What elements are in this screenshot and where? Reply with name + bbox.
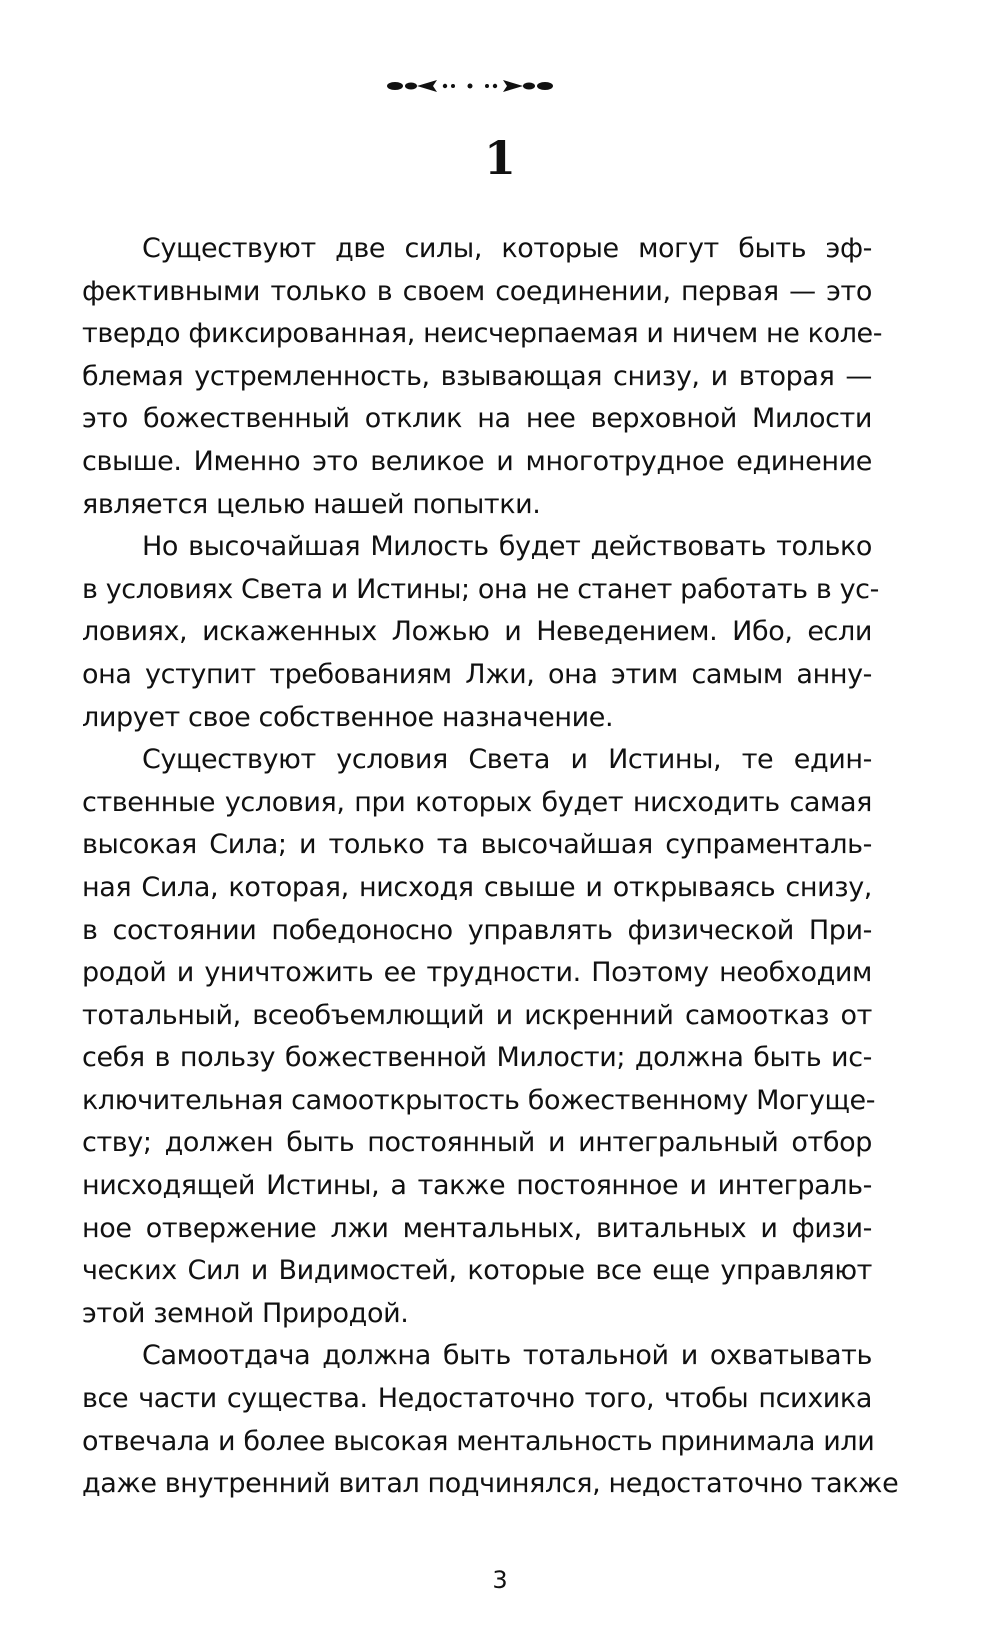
text-line: высокая Сила; и только та высочайшая супраменталь- [82, 829, 872, 861]
text-line: все части существа. Недостаточно того, чтобы психика [82, 1383, 872, 1415]
text-line: этой земной Природой. [82, 1297, 409, 1329]
text-line: это божественный отклик на нее верховной Милости [82, 403, 872, 435]
text-line: она уступит требованиям Лжи, она этим самым анну- [82, 658, 872, 690]
text-line: нисходящей Истины, а также постоянное и интеграль- [82, 1170, 872, 1202]
body-text [82, 228, 899, 1506]
paragraph-1 [82, 228, 883, 526]
text-line: ловиях, искаженных Ложью и Неведением. Ибо, если [82, 616, 872, 648]
chapter-number: 1 [483, 131, 516, 185]
text-line: является целью нашей попытки. [82, 488, 541, 520]
text-line: Самоотдача должна быть тотальной и охватывать [142, 1340, 872, 1372]
page-number: 3 [492, 1566, 508, 1594]
text-line: твердо фиксированная, неисчерпаемая и ничем не коле- [82, 318, 883, 350]
text-line: отвечала и более высокая ментальность принимала или [82, 1425, 875, 1457]
text-line: тотальный, всеобъемлющий и искренний самоотказ от [82, 999, 872, 1031]
paragraph-3 [82, 739, 876, 1335]
text-line: в условиях Света и Истины; она не станет работать в ус- [82, 573, 879, 605]
text-line: ная Сила, которая, нисходя свыше и открываясь снизу, [82, 871, 872, 903]
text-line: ству; должен быть постоянный и интегральный отбор [82, 1127, 872, 1159]
text-line: в состоянии победоносно управлять физической При- [82, 914, 872, 946]
ornamental-divider-icon [385, 72, 555, 100]
text-line: даже внутренний витал подчинялся, недостаточно также [82, 1468, 899, 1500]
text-line: себя в пользу божественной Милости; должна быть ис- [82, 1042, 872, 1074]
paragraph-2 [82, 526, 879, 739]
text-line: ключительная самооткрытость божественному Могуще- [82, 1084, 876, 1116]
text-line: лирует свое собственное назначение. [82, 701, 614, 733]
text-line: фективными только в своем соединении, первая — это [82, 275, 872, 307]
text-line: Но высочайшая Милость будет действовать только [142, 531, 872, 563]
text-line: ственные условия, при которых будет нисходить самая [82, 786, 872, 818]
text-line: Существуют условия Света и Истины, те един- [142, 744, 872, 776]
paragraph-4 [82, 1335, 899, 1505]
text-line: Существуют две силы, которые могут быть эф- [142, 233, 872, 264]
text-line: блемая устремленность, взывающая снизу, и вторая — [82, 360, 872, 392]
text-line: родой и уничтожить ее трудности. Поэтому необходим [82, 957, 872, 989]
text-line: ное отвержение лжи ментальных, витальных и физи- [82, 1212, 872, 1244]
text-line: ческих Сил и Видимостей, которые все еще управляют [82, 1255, 872, 1287]
text-line: свыше. Именно это великое и многотрудное единение [82, 445, 872, 477]
